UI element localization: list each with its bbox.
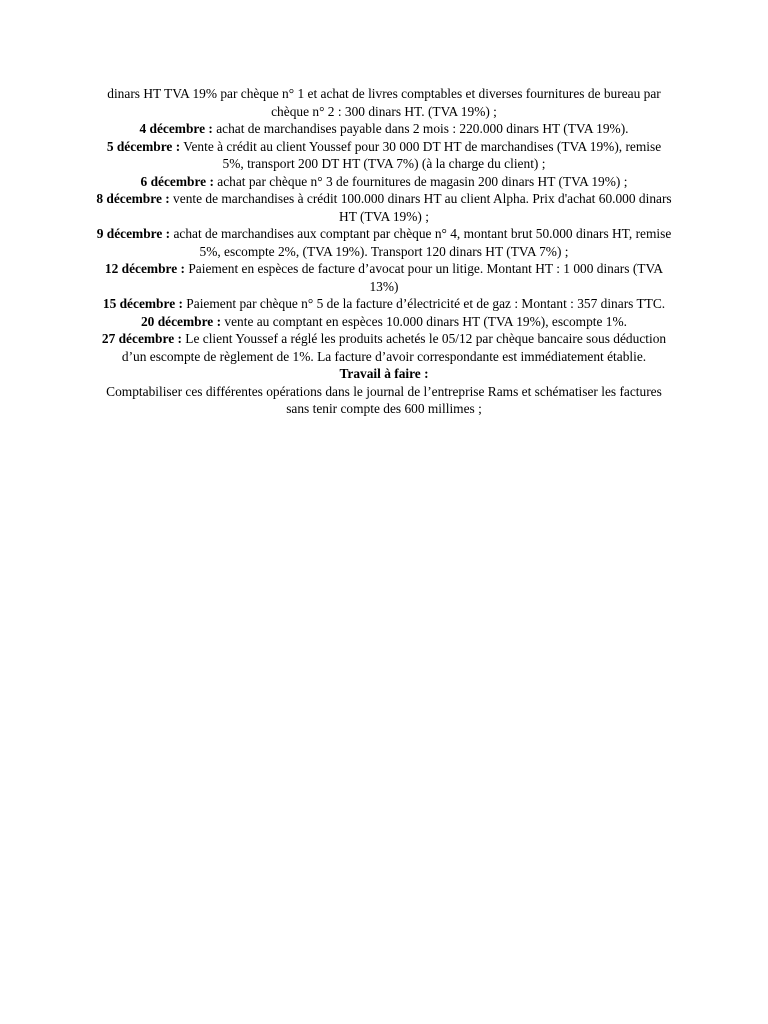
entry-27-decembre	[96, 330, 672, 365]
entry-12-decembre	[96, 260, 672, 295]
document-body	[96, 85, 672, 418]
entry-text: Vente à crédit au client Youssef pour 30 000 DT HT de marchandises (TVA 19%), remise 5%, transport 200 DT HT (TVA 7%) (à la charge du client) ;	[180, 138, 662, 171]
entry-date: 6 décembre :	[140, 173, 214, 189]
entry-date: 9 décembre :	[96, 226, 171, 241]
entry-text: Paiement par chèque n° 5 de la facture d’électricité et de gaz : Montant : 357 dinars TTC.	[182, 296, 666, 311]
entry-text: achat de marchandises payable dans 2 mois : 220.000 dinars HT (TVA 19%).	[212, 121, 629, 136]
entry-text: achat de marchandises aux comptant par chèque n° 4, montant brut 50.000 dinars HT, remise 5%, escompte 2%, (TVA 19%). Transport 120 dinars HT (TVA 7%) ;	[170, 226, 672, 259]
entry-text: achat par chèque n° 3 de fournitures de magasin 200 dinars HT (TVA 19%) ;	[213, 173, 628, 189]
entry-date: 4 décembre :	[139, 121, 213, 136]
entry-date: 20 décembre :	[140, 313, 222, 329]
entry-6-decembre	[96, 173, 672, 191]
task-text: Comptabiliser ces différentes opérations dans le journal de l’entreprise Rams et schématiser les factures sans tenir compte des 600 millimes ;	[106, 383, 662, 416]
entry-date: 12 décembre :	[104, 261, 185, 276]
entry-9-decembre	[96, 225, 672, 260]
entry-text: vente de marchandises à crédit 100.000 dinars HT au client Alpha. Prix d'achat 60.000 dinars HT (TVA 19%) ;	[169, 191, 672, 224]
entry-20-decembre	[96, 313, 672, 331]
task-heading: Travail à faire :	[339, 366, 429, 381]
entry-date: 27 décembre :	[101, 331, 182, 346]
entry-date: 5 décembre :	[106, 138, 181, 154]
entry-8-decembre	[96, 190, 672, 225]
entry-text: Paiement en espèces de facture d’avocat pour un litige. Montant HT : 1 000 dinars (TVA 13%)	[184, 261, 664, 294]
intro-paragraph: dinars HT TVA 19% par chèque n° 1 et achat de livres comptables et diverses fournitures de bureau par chèque n° 2 : 300 dinars HT. (TVA 19%) ;	[107, 86, 661, 119]
entry-15-decembre	[96, 295, 672, 313]
entry-4-decembre	[96, 120, 672, 138]
entry-date: 15 décembre :	[102, 296, 183, 311]
entry-date: 8 décembre :	[96, 191, 170, 206]
entry-text: Le client Youssef a réglé les produits achetés le 05/12 par chèque bancaire sous déduction d’un escompte de règlement de 1%. La facture d’avoir correspondante est immédiatement établie.	[121, 331, 667, 364]
entry-text: vente au comptant en espèces 10.000 dinars HT (TVA 19%), escompte 1%.	[221, 313, 628, 329]
entry-5-decembre	[96, 138, 672, 173]
